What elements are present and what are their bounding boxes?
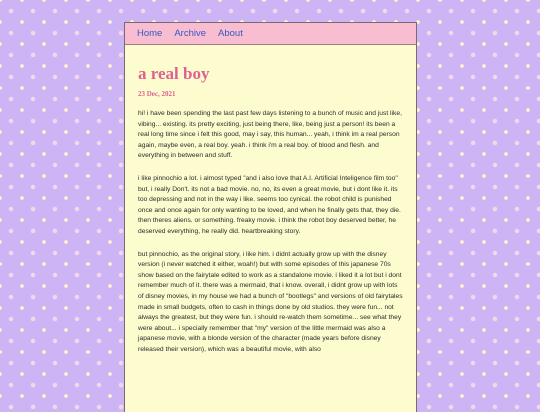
post-paragraph-1: hi! i have been spending the last past few days listening to a bunch of music and just like, vibing... existing. its pretty exciting, just being there, like, being just a person! its been a real long time since i felt this good, may i say, this human... yeah, i think im a real person again, maybe even, a real boy. yeah. i think i'm a real boy. of blood and flesh. and everything in between and stuff.: [138, 110, 402, 160]
post-paragraph-3: but pinnochio, as the original story, i like him. i didnt actually grow up with the disney version (i never watched it either, woah!) but with some episodes of this japanese 70s show based on the fairytale edited to work as a standalone movie. i liked it a lot but i dont remember much of it. there was a mermaid, that i know. overall, i didnt grow up with lots of disney movies, in my house we had a bunch of "bootlegs" and versions of old fairytales made in small budgets, often to cash in things done by old studios. they were fun... not always the greatest, but they were fun. i should re-watch them sometime... see what they were about... i specially remember that "my" version of the little mermaid was also a japanese movie, with a blonde version of the character (made years before disney released their version), which was a beautiful movie, with also: [138, 250, 403, 353]
post-body: [138, 109, 404, 355]
nav-bar: [125, 23, 416, 45]
blog-post: [125, 64, 416, 355]
post-title: a real boy: [138, 64, 210, 83]
blog-container: [124, 22, 417, 412]
nav-link-about[interactable]: About: [218, 28, 243, 39]
post-paragraph-2: i like pinnochio a lot. i almost typed "and i also love that A.I. Artificial Inteligence film too" but, i really Don't. its not a bad movie. no, no, its even a great movie, but i dont like it. its too depressing and not in the way i like. seems too cynical. the robot child is punished once and once again for only wanting to be loved, and when he finally gets that, they die. then theres aliens. or something. freaky movie. i think the robot boy deserved better, he deserved everything, he really did. heartbreaking story.: [138, 174, 401, 235]
nav-link-archive[interactable]: Archive: [174, 28, 207, 39]
nav-link-home[interactable]: Home: [137, 28, 163, 39]
post-date: 23 Dec, 2021: [138, 90, 176, 98]
